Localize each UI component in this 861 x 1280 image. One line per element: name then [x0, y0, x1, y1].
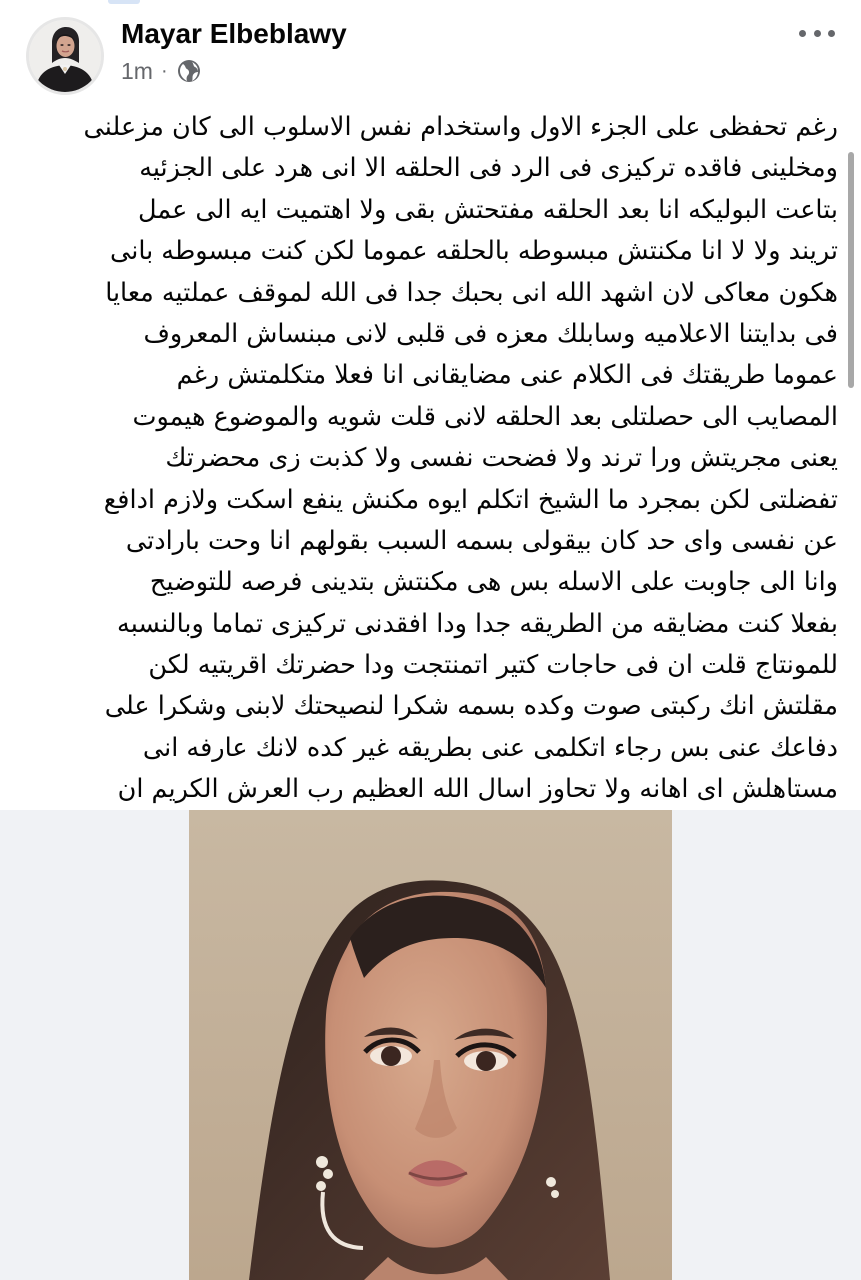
post-body-text [20, 107, 838, 805]
post-body-line: تريند ولا لا انا مكنتش مبسوطه بالحلقه عموما لكن كنت مبسوطه بانى [109, 236, 838, 267]
post-body-line: عموما طريقتك فى الكلام عنى مضايقانى انا فعلا متكلمتش رغم [176, 360, 838, 391]
post-body-line: ومخلينى فاقده تركيزى فى الرد فى الحلقه الا انى هرد على الجزئيه [139, 153, 838, 184]
post-body-line: هكون معاكى لان اشهد الله انى بحبك جدا فى الله لموقف عملتيه معايا [105, 277, 838, 308]
post-body-line: دفاعك عنى بس رجاء اتكلمى عنى بطريقه غير كده لانك عارفه انى [142, 732, 838, 763]
post-body-line: فى بدايتنا الاعلاميه وسابلك معزه فى قلبى لانى مبنساش المعروف [143, 318, 838, 349]
author-name[interactable]: Mayar Elbeblawy [121, 18, 347, 49]
post-timestamp[interactable]: 1m [121, 57, 153, 84]
post-body-line: عن نفسى واى حد كان بيقولى بسمه السبب بقولهم انا وحت بارادتى [125, 525, 838, 556]
author-avatar[interactable] [26, 17, 104, 95]
post-meta [121, 56, 202, 86]
post-body-line: مقلتش انك ركبتى صوت وكده بسمه شكرا لنصيحتك لابنى وشكرا على [104, 691, 838, 722]
post-body-line: مستاهلش اى اهانه ولا تحاوز اسال الله العظيم رب العرش الكريم ان [117, 774, 838, 805]
post-body-line: المصايب الى حصلتلى بعد الحلقه لانى قلت شويه والموضوع هيموت [132, 401, 838, 432]
post-body-line: وانا الى جاوبت على الاسله بس هى مكنتش بتدينى فرصه للتوضيح [149, 567, 838, 598]
post-body-line: رغم تحفظى على الجزء الاول واستخدام نفس الاسلوب الى كان مزعلنى [83, 112, 838, 142]
post-photo[interactable] [189, 810, 672, 1280]
meta-separator: · [160, 59, 168, 82]
post-media-area [0, 810, 861, 1280]
post-body-line: يعنى مجريتش ورا ترند ولا فضحت نفسى ولا كذبت زى محضرتك [165, 443, 838, 474]
post-header [0, 0, 861, 100]
globe-icon[interactable] [176, 58, 202, 84]
post-body-line: بفعلا كنت مضايقه من الطريقه جدا ودا افقدنى تركيزى تماما وبالنسبه [117, 608, 838, 639]
post-body-line: بتاعت البوليكه انا بعد الحلقه مفتحتش بقى ولا اهتميت ايه الى عمل [138, 194, 838, 225]
post-body-line: للمونتاج قلت ان فى حاجات كتير اتمنتجت ودا حضرتك اقريتيه لكن [148, 650, 838, 681]
person-photo-icon [189, 810, 672, 1280]
post-body-line: تفضلتى لكن بمجرد ما الشيخ اتكلم ايوه مكنش ينفع اسكت ولازم ادافع [103, 484, 838, 515]
more-horizontal-icon[interactable] [799, 24, 835, 42]
text-scrollbar[interactable] [848, 152, 854, 388]
profile-avatar-icon [29, 20, 101, 92]
